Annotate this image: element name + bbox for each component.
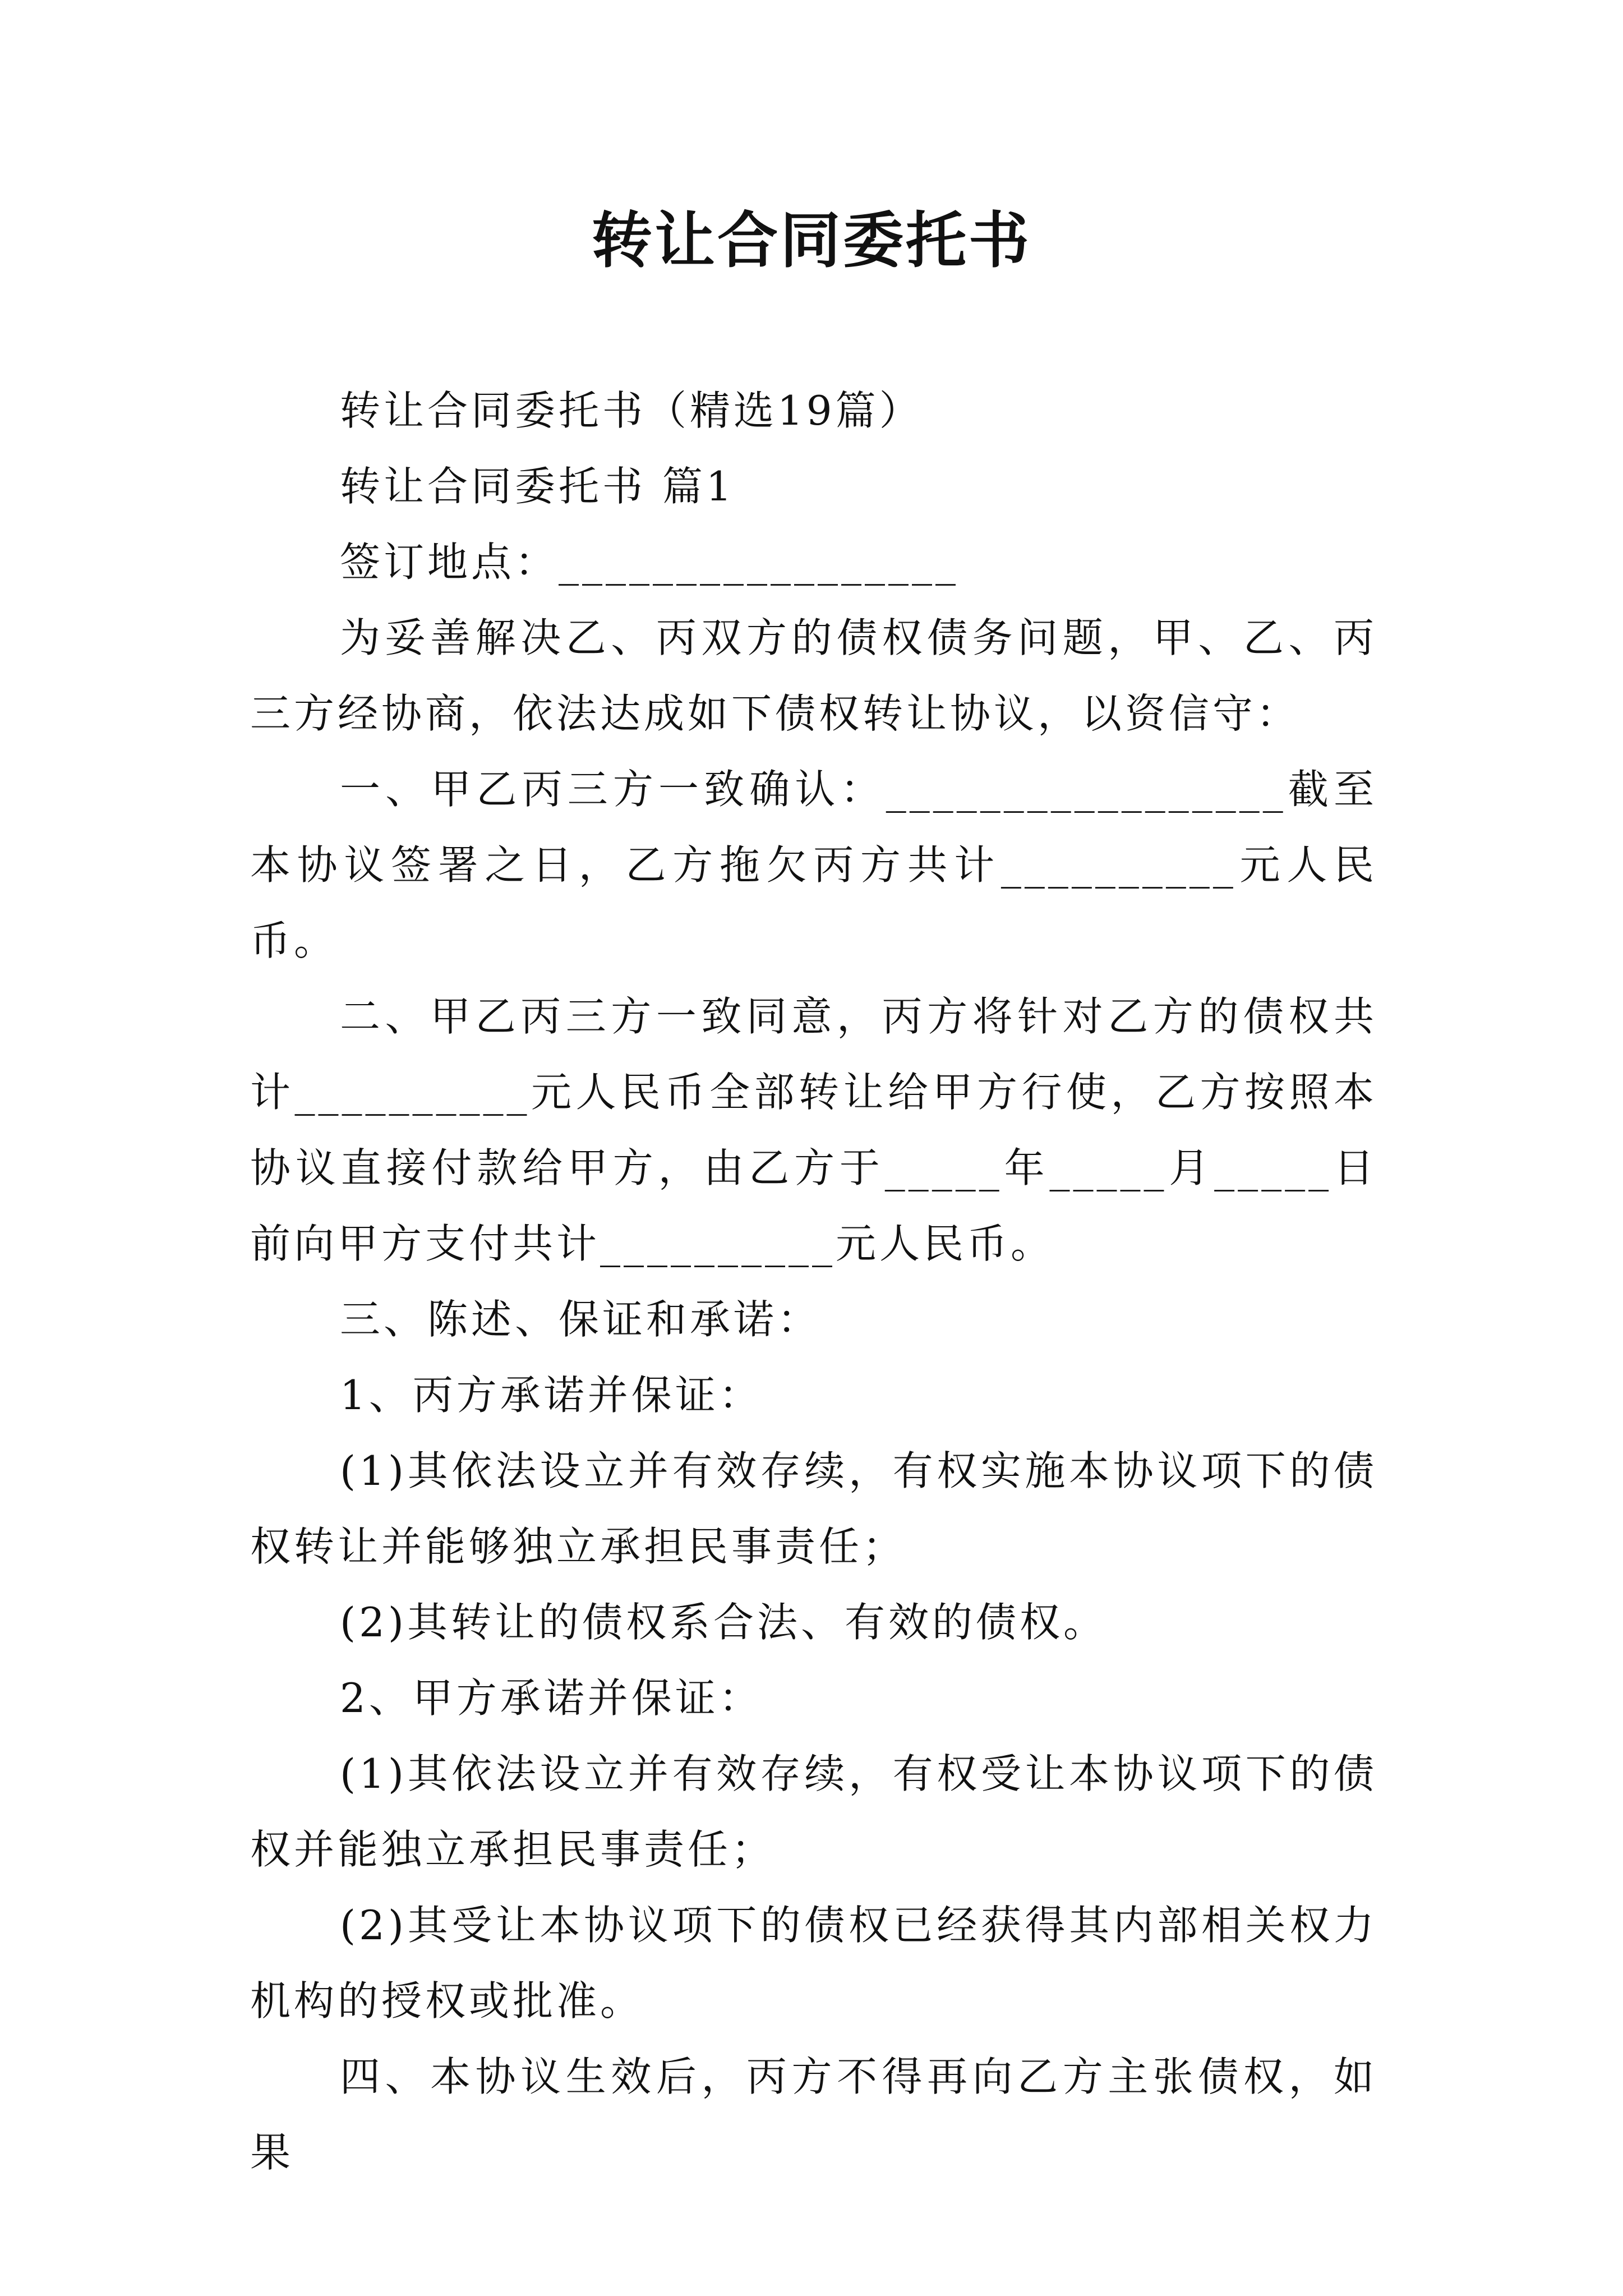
preamble-paragraph: 为妥善解决乙、丙双方的债权债务问题，甲、乙、丙三方经协商，依法达成如下债权转让协议，以资信守： — [250, 614, 1377, 737]
document-body — [250, 373, 1377, 2191]
clause-3-2-item-1: (1)其依法设立并有效存续，有权受让本协议项下的债权并能独立承担民事责任； — [250, 1750, 1377, 1873]
document-title: 转让合同委托书 — [591, 206, 1031, 276]
clause-3-2-heading: 2、甲方承诺并保证： — [340, 1674, 763, 1722]
clause-3-heading: 三、陈述、保证和承诺： — [340, 1296, 822, 1343]
clause-3-1-item-1: (1)其依法设立并有效存续，有权实施本协议项下的债权转让并能够独立承担民事责任； — [250, 1447, 1377, 1570]
subtitle-line: 转让合同委托书（精选19篇） — [340, 387, 923, 434]
signing-location-line: 签订地点：_________________ — [340, 539, 960, 586]
clause-1-paragraph: 一、甲乙丙三方一致确认：_________________截至本协议签署之日，乙方拖欠丙方共计__________元人民币。 — [250, 766, 1377, 964]
clause-2-paragraph: 二、甲乙丙三方一致同意，丙方将针对乙方的债权共计__________元人民币全部转让给甲方行使，乙方按照本协议直接付款给甲方，由乙方于_____年_____月_____日前向甲方支付共计__________元人民币。 — [250, 993, 1377, 1267]
clause-3-1-heading: 1、丙方承诺并保证： — [340, 1372, 763, 1419]
clause-3-1-item-2: (2)其转让的债权系合法、有效的债权。 — [340, 1599, 1107, 1646]
section-heading: 转让合同委托书 篇1 — [340, 463, 735, 510]
clause-4-paragraph: 四、本协议生效后，丙方不得再向乙方主张债权，如果 — [250, 2053, 1377, 2176]
clause-3-2-item-2: (2)其受让本协议项下的债权已经获得其内部相关权力机构的授权或批准。 — [250, 1902, 1377, 2024]
